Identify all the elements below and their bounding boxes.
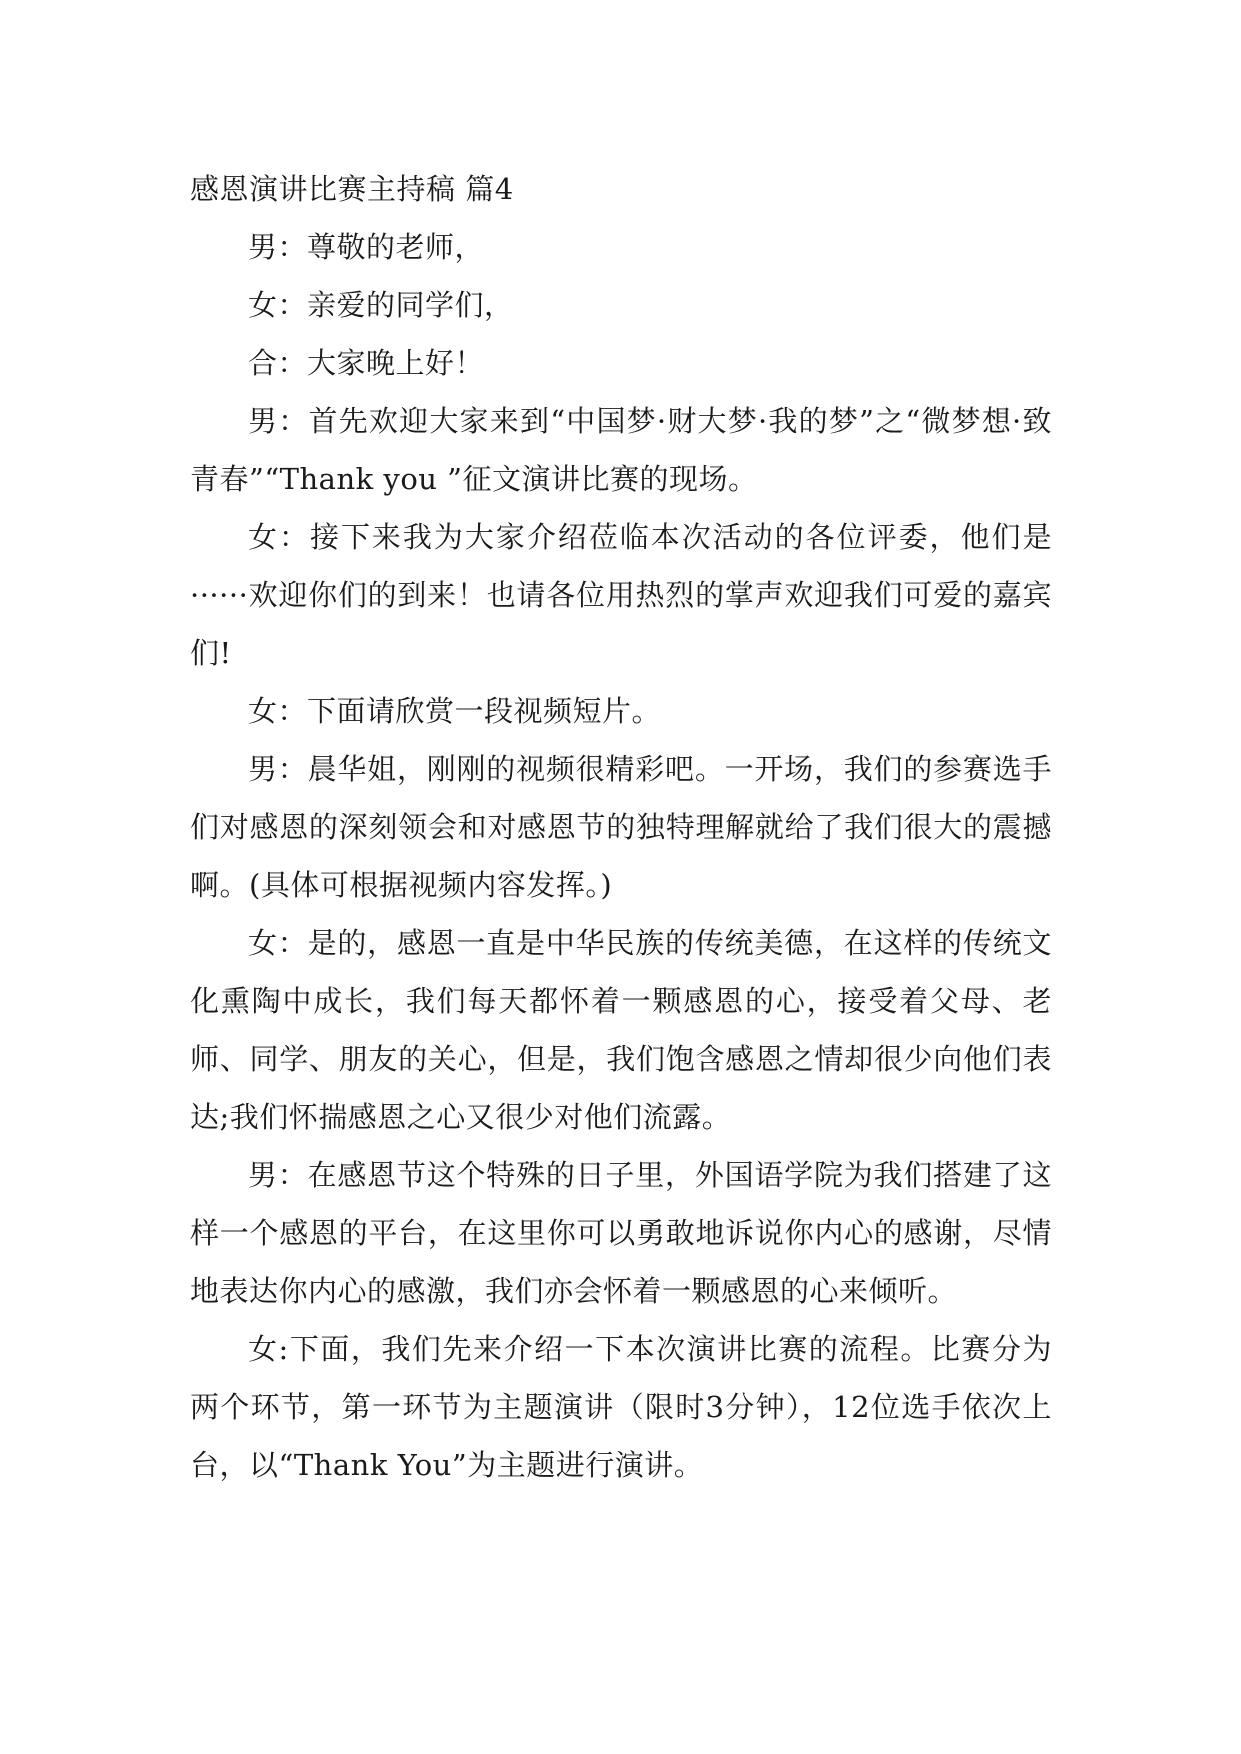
paragraph-2: 女：亲爱的同学们， [248,288,514,322]
document-body [190,160,1052,1494]
paragraph-6: 女：下面请欣赏一段视频短片。 [248,694,662,728]
paragraph-9: 男：在感恩节这个特殊的日子里，外国语学院为我们搭建了这样一个感恩的平台，在这里你可以勇敢地诉说你内心的感谢，尽情地表达你内心的感激，我们亦会怀着一颗感恩的心来倾听。 [190,1158,1052,1308]
paragraph-3: 合：大家晚上好！ [248,346,485,380]
paragraph-8: 女：是的，感恩一直是中华民族的传统美德，在这样的传统文化熏陶中成长，我们每天都怀着一颗感恩的心，接受着父母、老师、同学、朋友的关心，但是，我们饱含感恩之情却很少向他们表达;我们怀揣感恩之心又很少对他们流露。 [190,926,1052,1134]
paragraph-10: 女:下面，我们先来介绍一下本次演讲比赛的流程。比赛分为两个环节，第一环节为主题演讲（限时3分钟），12位选手依次上台，以“Thank You”为主题进行演讲。 [190,1332,1052,1482]
paragraph-7: 男：晨华姐，刚刚的视频很精彩吧。一开场，我们的参赛选手们对感恩的深刻领会和对感恩节的独特理解就给了我们很大的震撼啊。(具体可根据视频内容发挥。) [190,752,1052,902]
document-title: 感恩演讲比赛主持稿 篇4 [190,172,514,206]
paragraph-5: 女：接下来我为大家介绍莅临本次活动的各位评委，他们是······欢迎你们的到来！也请各位用热烈的掌声欢迎我们可爱的嘉宾们! [190,520,1052,670]
paragraph-4: 男：首先欢迎大家来到“中国梦·财大梦·我的梦”之“微梦想·致青春”“Thank you ”征文演讲比赛的现场。 [190,404,1052,496]
paragraph-1: 男：尊敬的老师， [248,230,485,264]
